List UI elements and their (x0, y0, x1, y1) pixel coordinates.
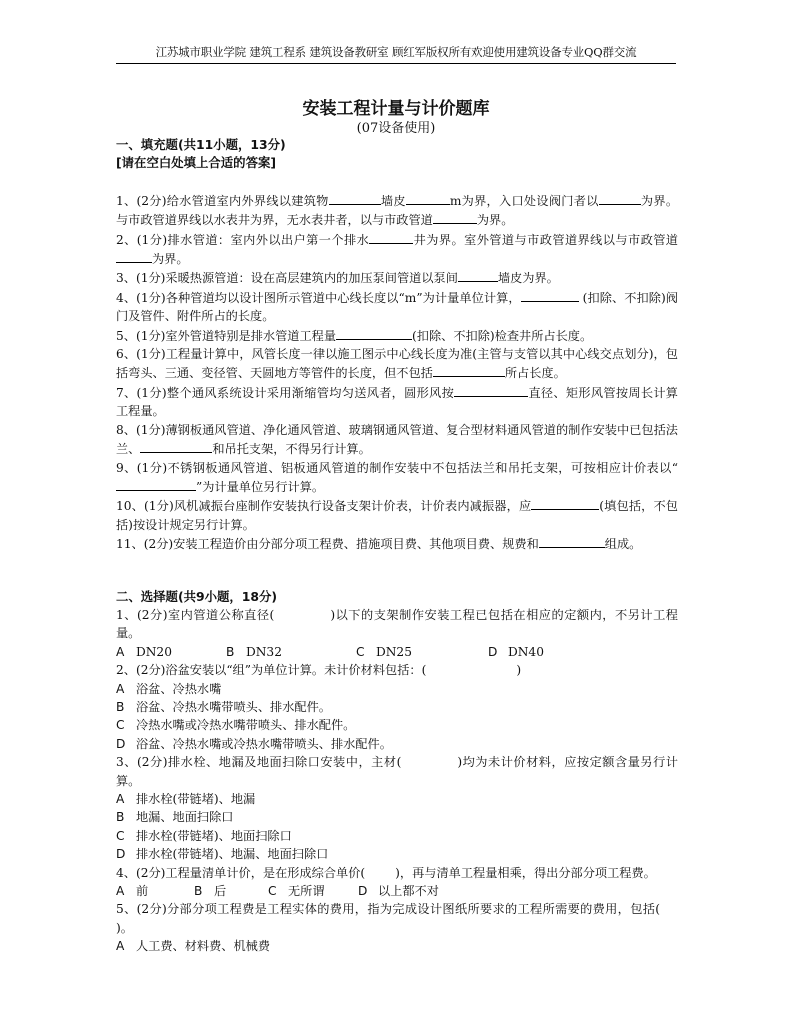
option[interactable]: D 排水栓(带链堵)、地漏、地面扫除口 (116, 847, 329, 862)
option[interactable]: D DN40 (488, 644, 544, 659)
answer-blank[interactable] (406, 191, 450, 205)
option[interactable]: A 前 (116, 884, 149, 899)
answer-blank[interactable] (116, 477, 196, 491)
option[interactable]: A DN20 (116, 644, 172, 659)
answer-blank[interactable] (433, 210, 477, 224)
option[interactable]: A 浴盆、冷热水嘴 (116, 681, 222, 696)
option[interactable]: B 浴盆、冷热水嘴带喷头、排水配件。 (116, 699, 331, 714)
choice-options-4 (116, 882, 678, 900)
header-divider (116, 63, 676, 64)
answer-blank[interactable] (521, 288, 579, 302)
choice-question-5: 5、(2分)分部分项工程费是工程实体的费用，指为完成设计图纸所要求的工程所需要的费用，包括()。 (116, 902, 660, 935)
answer-blank[interactable] (369, 230, 413, 244)
option[interactable]: C 排水栓(带链堵)、地面扫除口 (116, 828, 292, 843)
option[interactable]: D 浴盆、冷热水嘴或冷热水嘴带喷头、排水配件。 (116, 736, 392, 751)
fill-question-5: 5、(1分)室外管道特别是排水管道工程量 (扣除、不扣除)检查井所占长度。 (116, 326, 678, 345)
fill-question-1: 1、(2分)给水管道室内外界线以建筑物 墙皮 m为界，入口处设阀门者以 为界。与市政管道界线以水表井为界，无水表井者，以与市政管道 为界。 (116, 191, 678, 230)
answer-blank[interactable] (531, 496, 599, 510)
answer-blank[interactable] (458, 268, 498, 282)
option[interactable]: C DN25 (356, 644, 412, 659)
choice-options-1 (116, 643, 678, 661)
option[interactable]: A 人工费、材料费、机械费 (116, 939, 271, 954)
option[interactable]: B DN32 (226, 644, 282, 659)
choice-question-1: 1、(2分)室内管道公称直径( )以下的支架制作安装工程已包括在相应的定额内，不另计工程量。 (116, 607, 678, 641)
section1-instruction: [请在空白处填上合适的答案] (116, 155, 277, 171)
option[interactable]: D 以上都不对 (358, 884, 439, 899)
document-subtitle: (07设备使用) (356, 121, 436, 136)
page-header: 江苏城市职业学院 建筑工程系 建筑设备教研室 顾红军版权所有欢迎使用建筑设备专业QQ群交流 (155, 45, 637, 59)
answer-blank[interactable] (329, 191, 381, 205)
answer-blank[interactable] (116, 249, 152, 263)
answer-blank[interactable] (599, 191, 641, 205)
fill-question-7: 7、(1分)整个通风系统设计采用渐缩管均匀送风者，圆形风按 直径、矩形风管按周长计算工程量。 (116, 383, 678, 421)
choice-question-3: 3、(2分)排水栓、地漏及地面扫除口安装中，主材( )均为未计价材料，应按定额含量另行计算。 (116, 755, 678, 788)
section2-heading: 二、选择题(共9小题，18分) (116, 588, 278, 604)
fill-question-4: 4、(1分)各种管道均以设计图所示管道中心线长度以“m”为计量单位计算， (扣除、不扣除)阀门及管件、附件所占的长度。 (116, 288, 678, 326)
choice-question-4: 4、(2分)工程量清单计价，是在形成综合单价( )，再与清单工程量相乘，得出分部分项工程费。 (116, 865, 656, 880)
answer-blank[interactable] (336, 326, 412, 340)
fill-question-2: 2、(1分)排水管道：室内外以出户第一个排水 井为界。室外管道与市政管道界线以与市政管道为界。 (116, 230, 678, 269)
section1-heading: 一、填充题(共11小题，13分) (116, 137, 286, 152)
answer-blank[interactable] (433, 363, 505, 377)
fill-question-8: 8、(1分)薄钢板通风管道、净化通风管道、玻璃钢通风管道、复合型材料通风管道的制作安装中已包括法兰、 和吊托支架，不得另行计算。 (116, 422, 678, 457)
option[interactable]: C 冷热水嘴或冷热水嘴带喷头、排水配件。 (116, 718, 356, 733)
answer-blank[interactable] (454, 383, 528, 397)
fill-question-10: 10、(1分)风机减振台座制作安装执行设备支架计价表，计价表内减振器，应 (填包括，不包括)按设计规定另行计算。 (116, 496, 678, 534)
fill-question-6: 6、(1分)工程量计算中，风管长度一律以施工图示中心线长度为准(主管与支管以其中心线交点划分)，包括弯头、三通、变径管、天圆地方等管件的长度，但不包括 所占长度。 (116, 347, 678, 381)
answer-blank[interactable] (140, 439, 212, 453)
option[interactable]: A 排水栓(带链堵)、地漏 (116, 792, 256, 806)
document-body (116, 136, 678, 956)
fill-question-3: 3、(1分)采暖热源管道：设在高层建筑内的加压泵间管道以泵间 墙皮为界。 (116, 268, 678, 287)
document-title: 安装工程计量与计价题库 (302, 99, 490, 119)
option[interactable]: B 后 (194, 884, 227, 899)
fill-question-11: 11、(2分)安装工程造价由分部分项工程费、措施项目费、其他项目费、规费和 组成。 (116, 534, 678, 553)
choice-question-2: 2、(2分)浴盆安装以“组”为单位计算。未计价材料包括：( ) (116, 663, 522, 678)
fill-question-9: 9、(1分)不锈钢板通风管道、铝板通风管道的制作安装中不包括法兰和吊托支架，可按相应计价表以“”为计量单位另行计算。 (116, 460, 678, 494)
option[interactable]: C 无所谓 (268, 884, 325, 899)
answer-blank[interactable] (539, 534, 605, 548)
option[interactable]: B 地漏、地面扫除口 (116, 810, 234, 825)
